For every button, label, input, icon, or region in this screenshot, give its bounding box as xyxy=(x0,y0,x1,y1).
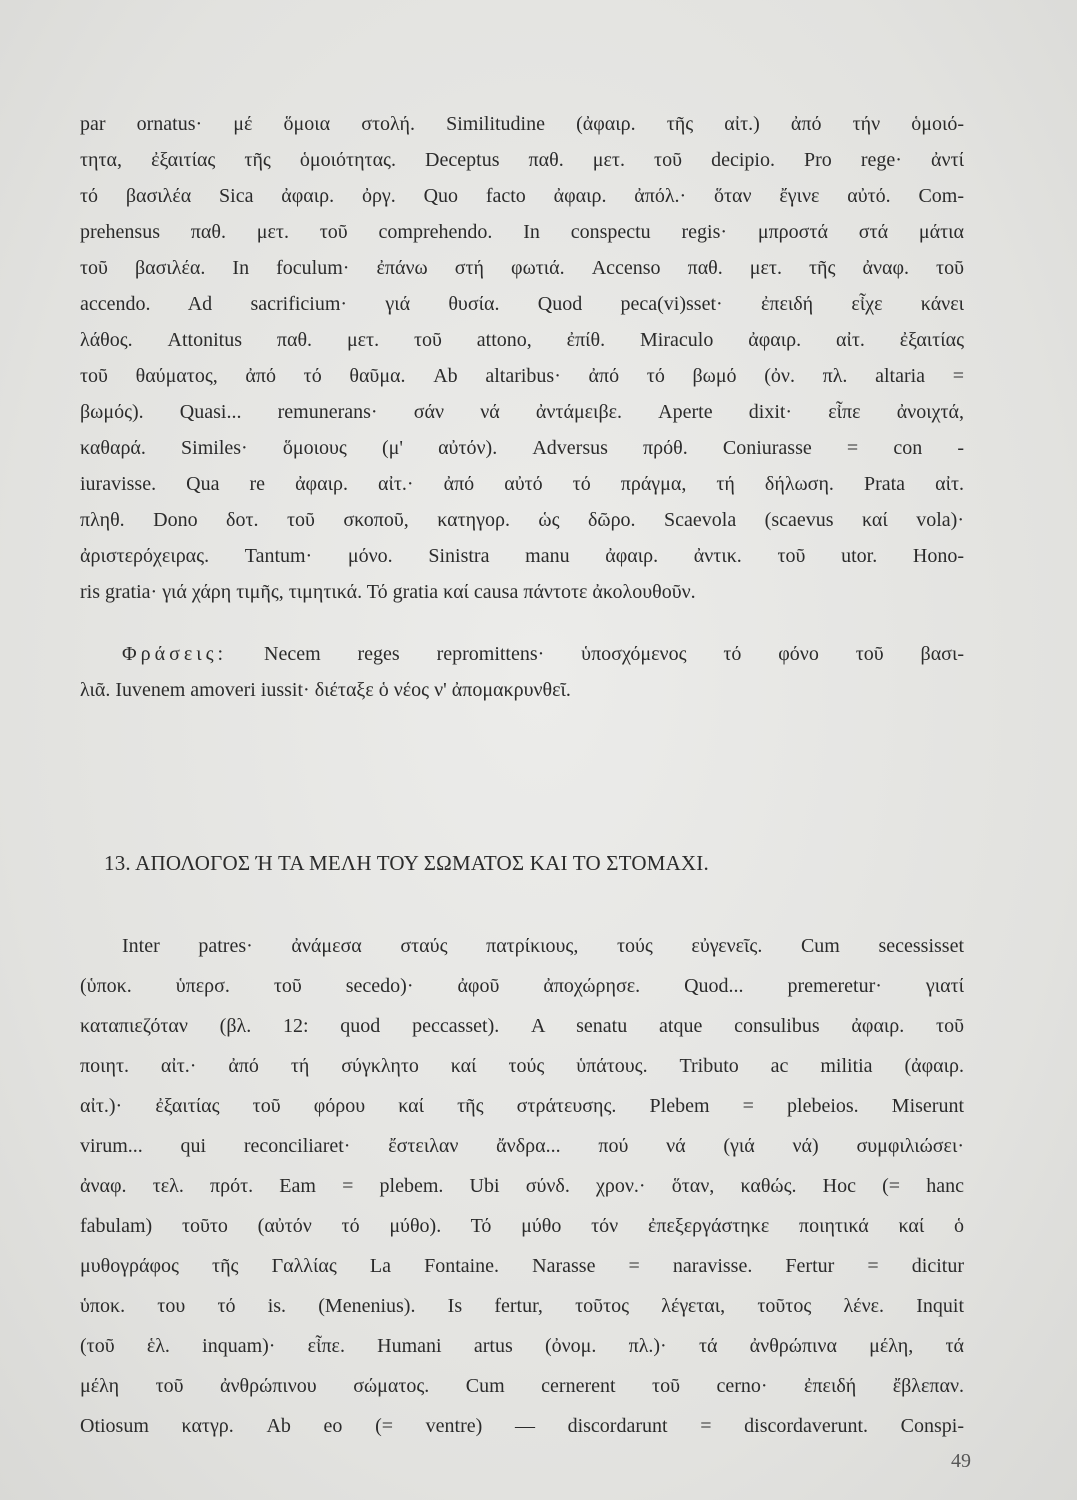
text-line: τό βασιλέα Sica ἀφαιρ. ὀργ. Quo facto ἀφαιρ. ἀπόλ.· ὅταν ἔγινε αὐτό. Com- xyxy=(80,185,964,207)
text-line: πληθ. Dono δοτ. τοῦ σκοποῦ, κατηγορ. ὡς δῶρο. Scaevola (scaevus καί vola)· xyxy=(80,509,964,531)
book-page xyxy=(80,108,964,1488)
text-line: μυθογράφος τῆς Γαλλίας La Fontaine. Narasse = naravisse. Fertur = dicitur xyxy=(80,1255,964,1277)
text-line: par ornatus· μέ ὅμοια στολή. Similitudine (ἀφαιρ. τῆς αἰτ.) ἀπό τήν ὁμοιό- xyxy=(80,113,964,135)
phrases-line xyxy=(122,638,964,670)
phrases-text: Necem reges repromittens· ὑποσχόμενος τό φόνο τοῦ βασι- xyxy=(264,643,964,665)
phrases-label: Φράσεις: xyxy=(122,643,228,665)
text-line: τοῦ θαύματος, ἀπό τό θαῦμα. Ab altaribus· ἀπό τό βωμό (ὀν. πλ. altaria = xyxy=(80,365,964,387)
text-line: τοῦ βασιλέα. In foculum· ἐπάνω στή φωτιά. Accenso παθ. μετ. τῆς ἀναφ. τοῦ xyxy=(80,257,964,279)
section-13-heading: 13. ΑΠΟΛΟΓΟΣ Ή ΤΑ ΜΕΛΗ ΤΟΥ ΣΩΜΑΤΟΣ ΚΑΙ ΤΟ ΣΤΟΜΑΧΙ. xyxy=(104,851,709,875)
text-line: ἀριστερόχειρας. Tantum· μόνο. Sinistra manu ἀφαιρ. ἀντικ. τοῦ utor. Hono- xyxy=(80,545,964,567)
text-line: μέλη τοῦ ἀνθρώπινου σώματος. Cum cernerent τοῦ cerno· ἐπειδή ἔβλεπαν. xyxy=(80,1375,964,1397)
text-line: fabulam) τοῦτο (αὐτόν τό μύθο). Τό μύθο τόν ἐπεξεργάστηκε ποιητικά καί ὁ xyxy=(80,1215,964,1237)
text-line: prehensus παθ. μετ. τοῦ comprehendo. In conspectu regis· μπροστά στά μάτια xyxy=(80,221,964,243)
text-line: ὑποκ. του τό is. (Menenius). Is fertur, τοῦτος λέγεται, τοῦτος λένε. Inquit xyxy=(80,1295,964,1317)
text-line: ris gratia· γιά χάρη τιμῆς, τιμητικά. Τό gratia καί causa πάντοτε ἀκολουθοῦν. xyxy=(80,581,696,603)
text-line: iuravisse. Qua re ἀφαιρ. αἰτ.· ἀπό αὐτό τό πράγμα, τή δήλωση. Prata αἰτ. xyxy=(80,473,964,495)
text-line: (τοῦ ἑλ. inquam)· εἶπε. Humani artus (ὀνομ. πλ.)· τά ἀνθρώπινα μέλη, τά xyxy=(80,1335,964,1357)
text-line: καθαρά. Similes· ὅμοιους (μ' αὐτόν). Adversus πρόθ. Coniurasse = con - xyxy=(80,437,964,459)
text-line: Otiosum κατγρ. Ab eo (= ventre) — discordarunt = discordaverunt. Conspi- xyxy=(80,1415,964,1437)
text-line: ποιητ. αἰτ.· ἀπό τή σύγκλητο καί τούς ὑπάτους. Tributo ac militia (ἀφαιρ. xyxy=(80,1055,964,1077)
text-line: virum... qui reconciliaret· ἔστειλαν ἄνδρα... πού νά (γιά νά) συμφιλιώσει· xyxy=(80,1135,964,1157)
text-line: (ὑποκ. ὑπερσ. τοῦ secedo)· ἀφοῦ ἀποχώρησε. Quod... premeretur· γιατί xyxy=(80,975,964,997)
text-line: λάθος. Attonitus παθ. μετ. τοῦ attono, ἐπίθ. Miraculo ἀφαιρ. αἰτ. ἐξαιτίας xyxy=(80,329,964,351)
phrases-line: λιᾶ. Iuvenem amoveri iussit· διέταξε ὁ νέος ν' ἀπομακρυνθεῖ. xyxy=(80,679,571,701)
text-line: Inter patres· ἀνάμεσα σταύς πατρίκιους, τούς εὐγενεῖς. Cum secessisset xyxy=(122,935,964,957)
text-line: τητα, ἐξαιτίας τῆς ὁμοιότητας. Deceptus παθ. μετ. τοῦ decipio. Pro rege· ἀντί xyxy=(80,149,964,171)
text-line: βωμός). Quasi... remunerans· σάν νά ἀντάμειβε. Aperte dixit· εἶπε ἀνοιχτά, xyxy=(80,401,964,423)
text-line: καταπιεζόταν (βλ. 12: quod peccasset). A senatu atque consulibus ἀφαιρ. τοῦ xyxy=(80,1015,964,1037)
text-line: αἰτ.)· ἐξαιτίας τοῦ φόρου καί τῆς στράτευσης. Plebem = plebeios. Miserunt xyxy=(80,1095,964,1117)
text-line: accendo. Ad sacrificium· γιά θυσία. Quod peca(vi)sset· ἐπειδή εἶχε κάνει xyxy=(80,293,964,315)
text-line: ἀναφ. τελ. πρότ. Eam = plebem. Ubi σύνδ. χρον.· ὅταν, καθώς. Hoc (= hanc xyxy=(80,1175,964,1197)
page-number: 49 xyxy=(951,1450,971,1472)
